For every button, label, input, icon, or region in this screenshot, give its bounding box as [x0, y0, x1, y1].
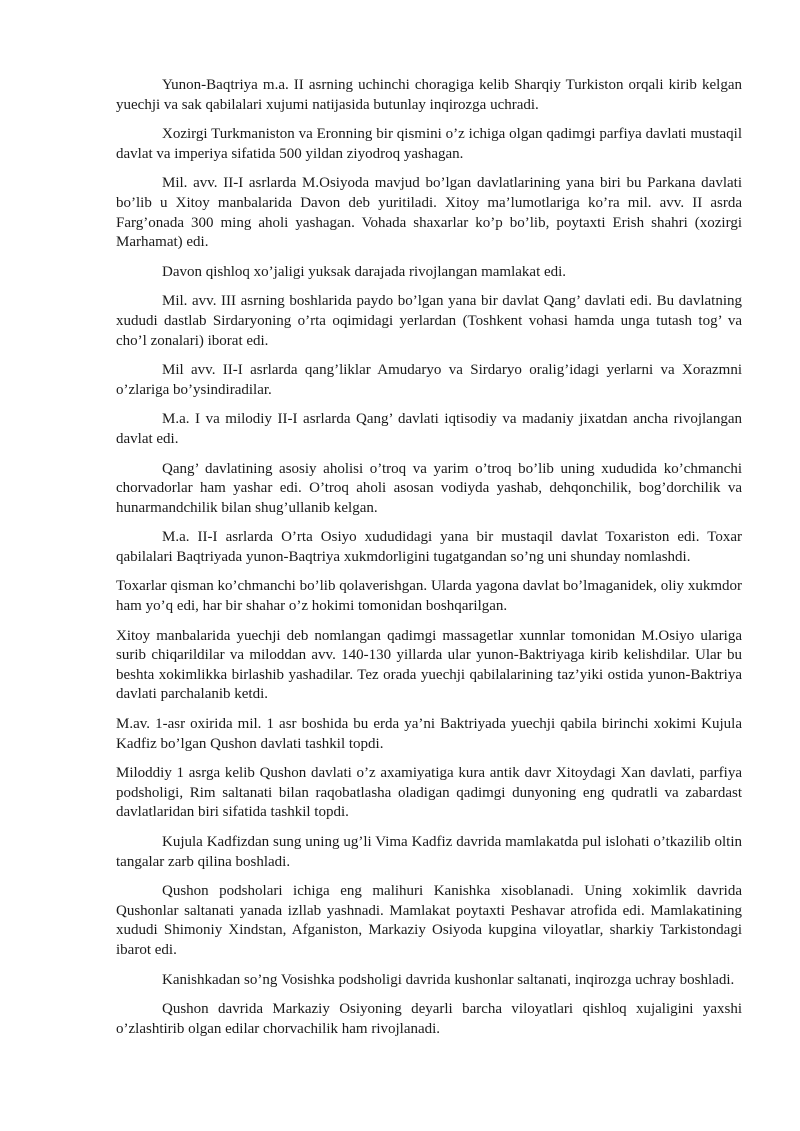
paragraph-13: Miloddiy 1 asrga kelib Qushon davlati o’z axamiyatiga kura antik davr Xitoydagi Xan davlati, parfiya podsholigi, Rim saltanati bilan raqobatlasha oladigan qadimgi dunyoning eng qudratli va zabardast davlatlaridan biri sifatida tashkil topdi.: [116, 765, 742, 821]
paragraph-4: Davon qishloq xo’jaligi yuksak darajada rivojlangan mamlakat edi.: [162, 263, 567, 280]
paragraph-17: Qushon davrida Markaziy Osiyoning deyarli barcha viloyatlari qishloq xujaligini yaxshi o’zlashtirib olgan edilar chorvachilik ham rivojlanadi.: [116, 1001, 742, 1037]
paragraph-11: Xitoy manbalarida yuechji deb nomlangan qadimgi massagetlar xunnlar tomonidan M.Osiyo ulariga surib chiqarildilar va miloddan avv. 140-130 yillarda ular yunon-Baktriyaga kirib kelishdilar. Ular bu beshta xokimlikka birlashib yashadilar. Tez orada yuechji qabilalarining taz’yiki ostida yunon-Baktriya davlati parchalanib ketdi.: [116, 627, 742, 703]
paragraph-2: Xozirgi Turkmaniston va Eronning bir qismini o’z ichiga olgan qadimgi parfiya davlati mustaqil davlat va imperiya sifatida 500 yildan ziyodroq yashagan.: [116, 126, 742, 162]
paragraph-14: Kujula Kadfizdan sung uning ug’li Vima Kadfiz davrida mamlakatda pul islohati o’tkazilib oltin tangalar zarb qilina boshladi.: [116, 834, 742, 870]
paragraph-10: Toxarlar qisman ko’chmanchi bo’lib qolaverishgan. Ularda yagona davlat bo’lmaganidek, oliy xukmdor ham yo’q edi, har bir shahar o’z hokimi tomonidan boshqarilgan.: [116, 578, 742, 615]
paragraph-1: Yunon-Baqtriya m.a. II asrning uchinchi choragiga kelib Sharqiy Turkiston orqali kirib kelgan yuechji va sak qabilalari xujumi natijasida butunlay inqirozga uchradi.: [116, 77, 742, 113]
paragraph-7: M.a. I va milodiy II-I asrlarda Qang’ davlati iqtisodiy va madaniy jixatdan ancha rivojlangan davlat edi.: [116, 411, 742, 447]
paragraph-9: M.a. II-I asrlarda O’rta Osiyo xududidagi yana bir mustaqil davlat Toxariston edi. Toxar qabilalari Baqtriyada yunon-Baqtriya xukmdorligini tugatgandan so’ng uni shunday nomlashdi.: [116, 529, 742, 565]
paragraph-16: Kanishkadan so’ng Vosishka podsholigi davrida kushonlar saltanati, inqirozga uchray boshladi.: [162, 971, 735, 988]
paragraph-5: Mil. avv. III asrning boshlarida paydo bo’lgan yana bir davlat Qang’ davlati edi. Bu davlatning xududi dastlab Sirdaryoning o’rta oqimidagi yerlardan (Toshkent vohasi hamda unga tutash tog’ va cho’l zonalari) iborat edi.: [116, 293, 742, 349]
paragraph-6: Mil avv. II-I asrlarda qang’liklar Amudaryo va Sirdaryo oralig’idagi yerlarni va Xorazmni o’zlariga bo’ysindiradilar.: [116, 362, 742, 398]
paragraph-8: Qang’ davlatining asosiy aholisi o’troq va yarim o’troq bo’lib uning xududida ko’chmanchi chorvadorlar ham yashar edi. O’troq aholi asosan vodiyda yashab, dehqonchilik, bog’dorchilik va hunarmandchilik bilan shug’ullanib kelgan.: [116, 460, 742, 516]
paragraph-15: Qushon podsholari ichiga eng malihuri Kanishka xisoblanadi. Uning xokimlik davrida Qushonlar saltanati yanada izllab yashnadi. Mamlakat poytaxti Peshavar atrofida edi. Mamlakatining xududi Shimoniy Xindstan, Afganiston, Markaziy Osiyoda kupgina viloyatlar, sharkiy Tarkistondagi ibarot edi.: [116, 883, 742, 958]
paragraph-12: M.av. 1-asr oxirida mil. 1 asr boshida bu erda ya’ni Baktriyada yuechji qabila birinchi xokimi Kujula Kadfiz bo’lgan Qushon davlati tashkil topdi.: [116, 716, 742, 752]
paragraph-3: Mil. avv. II-I asrlarda M.Osiyoda mavjud bo’lgan davlatlarining yana biri bu Parkana davlati bo’lib u Xitoy manbalarida Davon deb yuritiladi. Xitoy ma’lumotlariga ko’ra mil. avv. II asrda Farg’onada 300 ming aholi yashagan. Vohada shaxarlar ko’p bo’lib, poytaxti Erish shahri (xozirgi Marhamat) edi.: [116, 175, 742, 251]
